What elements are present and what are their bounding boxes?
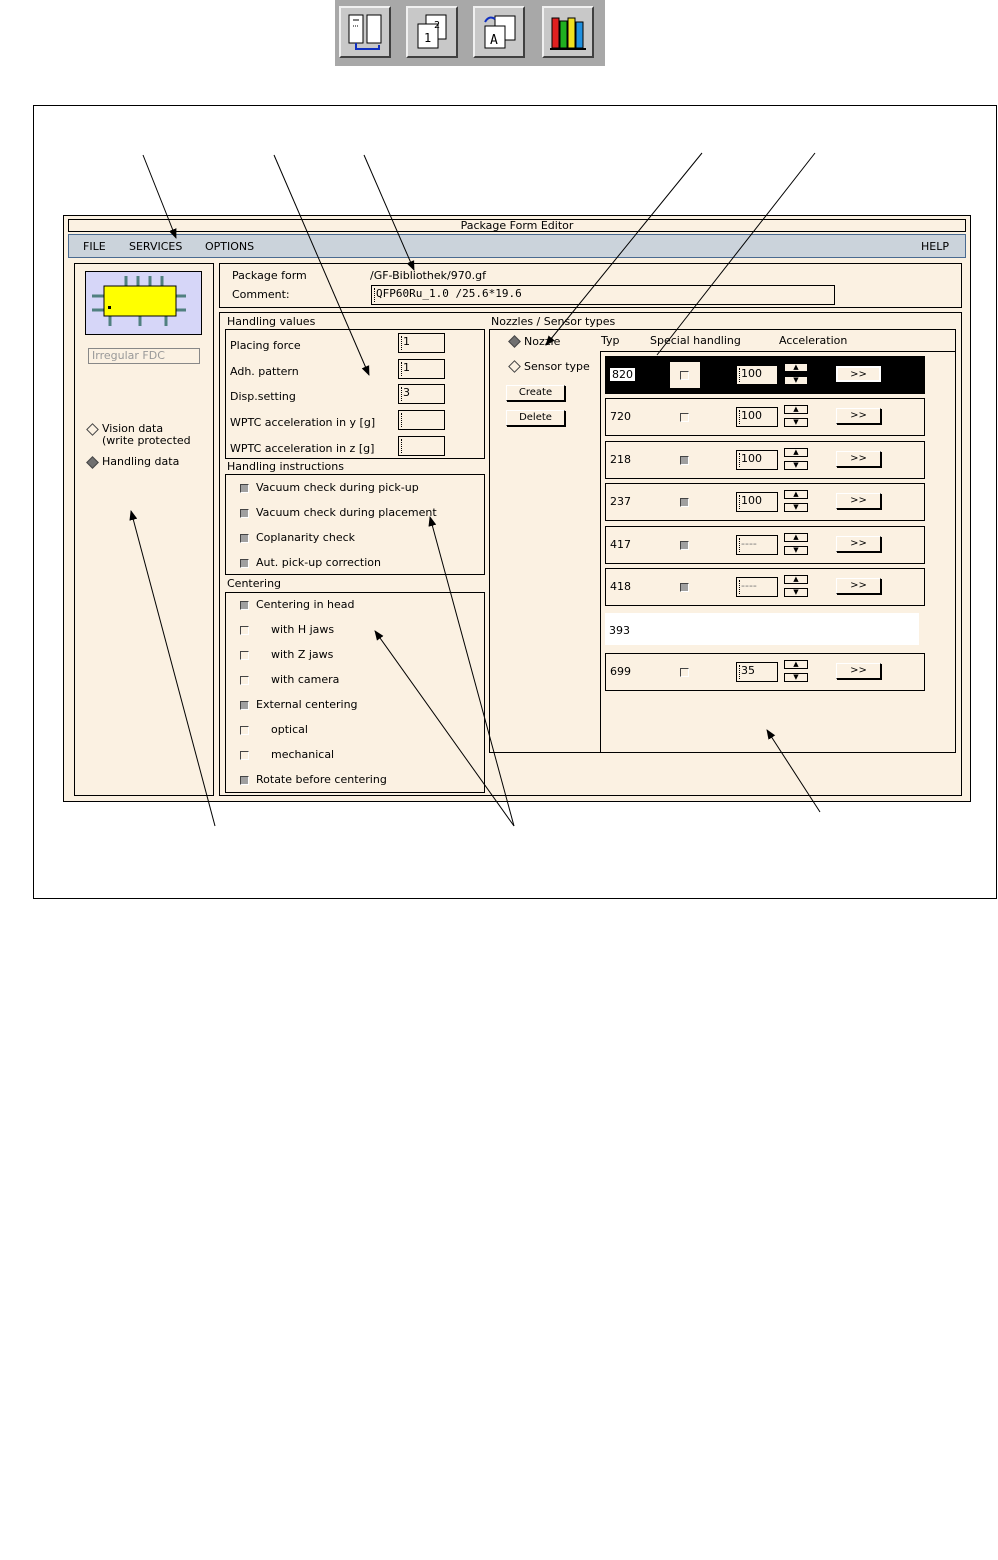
mechanical-label: mechanical	[271, 748, 335, 761]
package-type-field: Irregular FDC	[88, 348, 200, 364]
nozzle-typ: 418	[610, 580, 631, 593]
z-jaws-label: with Z jaws	[271, 648, 334, 661]
coplanarity-label: Coplanarity check	[256, 531, 356, 544]
vision-data-note: (write protected	[102, 434, 191, 447]
menu-file[interactable]: FILE	[83, 240, 106, 253]
window-title: Package Form Editor	[68, 219, 966, 232]
comment-input[interactable]: QFP60Ru_1.0 /25.6*19.6	[371, 285, 835, 305]
h-jaws-label: with H jaws	[271, 623, 335, 636]
details-button[interactable]: >>	[836, 663, 881, 679]
package-form-label: Package form	[232, 269, 307, 282]
col-typ: Typ	[601, 334, 620, 347]
acceleration-down-arrow-icon[interactable]: ▼	[784, 588, 808, 597]
nozzle-typ: 720	[610, 410, 631, 423]
acceleration-down-arrow-icon[interactable]: ▼	[784, 546, 808, 555]
nozzle-typ: 393	[609, 624, 630, 637]
centering-title: Centering	[227, 577, 282, 590]
nozzle-radio-label: Nozzle	[524, 335, 561, 348]
col-acceleration: Acceleration	[779, 334, 848, 347]
acceleration-up-arrow-icon[interactable]: ▲	[784, 660, 808, 669]
callout-package-form	[364, 155, 414, 270]
placing-force-label: Placing force	[230, 339, 301, 352]
menu-services[interactable]: SERVICES	[129, 240, 183, 253]
package-form-value: /GF-Bibliothek/970.gf	[370, 269, 487, 282]
placing-force-input[interactable]: 1	[398, 333, 445, 353]
acceleration-input[interactable]: 100	[736, 365, 778, 385]
vision-data-label: Vision data	[102, 422, 164, 435]
acceleration-up-arrow-icon[interactable]: ▲	[784, 490, 808, 499]
acceleration-input[interactable]: 100	[736, 492, 778, 512]
callout-left-panel	[131, 511, 215, 826]
sensor-type-radio-label: Sensor type	[524, 360, 590, 373]
svg-text:1: 1	[424, 31, 432, 45]
vacuum-placement-label: Vacuum check during placement	[256, 506, 437, 519]
details-button[interactable]: >>	[836, 493, 881, 509]
col-special-handling: Special handling	[650, 334, 741, 347]
menu-help[interactable]: HELP	[921, 240, 949, 253]
callout-typ-column	[657, 153, 815, 355]
handling-data-label: Handling data	[102, 455, 180, 468]
optical-label: optical	[271, 723, 308, 736]
disp-setting-label: Disp.setting	[230, 390, 296, 403]
adh-pattern-label: Adh. pattern	[230, 365, 299, 378]
acceleration-down-arrow-icon[interactable]: ▼	[784, 503, 808, 512]
acceleration-down-arrow-icon[interactable]: ▼	[784, 673, 808, 682]
callout-handling-values	[274, 155, 369, 375]
nozzle-typ: 218	[610, 453, 631, 466]
acceleration-down-arrow-icon[interactable]: ▼	[784, 376, 808, 385]
callout-nozzle-list	[767, 730, 820, 812]
vacuum-pickup-label: Vacuum check during pick-up	[256, 481, 419, 494]
camera-label: with camera	[271, 673, 340, 686]
acceleration-down-arrow-icon[interactable]: ▼	[784, 418, 808, 427]
nozzle-typ: 699	[610, 665, 631, 678]
disp-setting-input[interactable]: 3	[398, 384, 445, 404]
menu-options[interactable]: OPTIONS	[205, 240, 255, 253]
svg-text:2: 2	[434, 20, 441, 31]
create-button[interactable]: Create	[506, 385, 565, 401]
callout-instructions	[430, 517, 514, 826]
acceleration-up-arrow-icon[interactable]: ▲	[784, 533, 808, 542]
details-button[interactable]: >>	[836, 366, 881, 382]
acceleration-up-arrow-icon[interactable]: ▲	[784, 405, 808, 414]
handling-instructions-title: Handling instructions	[227, 460, 344, 473]
nozzles-title: Nozzles / Sensor types	[491, 315, 616, 328]
details-button[interactable]: >>	[836, 451, 881, 467]
nozzle-typ: 820	[612, 368, 633, 381]
details-button[interactable]: >>	[836, 536, 881, 552]
acceleration-down-arrow-icon[interactable]: ▼	[784, 461, 808, 470]
svg-text:A: A	[490, 33, 498, 48]
rotate-before-label: Rotate before centering	[256, 773, 387, 786]
acceleration-input[interactable]: 100	[736, 450, 778, 470]
comment-label: Comment:	[232, 288, 290, 301]
nozzle-typ: 237	[610, 495, 631, 508]
acceleration-input[interactable]: 35	[736, 662, 778, 682]
delete-button[interactable]: Delete	[506, 410, 565, 426]
details-button[interactable]: >>	[836, 408, 881, 424]
pickup-correction-label: Aut. pick-up correction	[256, 556, 381, 569]
acceleration-input[interactable]: ----	[736, 535, 778, 555]
acceleration-up-arrow-icon[interactable]: ▲	[784, 448, 808, 457]
acceleration-up-arrow-icon[interactable]: ▲	[784, 575, 808, 584]
wptc-z-label: WPTC acceleration in z [g]	[230, 442, 375, 455]
adh-pattern-input[interactable]: 1	[398, 359, 445, 379]
callout-menu	[143, 155, 176, 238]
acceleration-input[interactable]: ----	[736, 577, 778, 597]
centering-in-head-label: Centering in head	[256, 598, 355, 611]
callout-nozzle-radio	[546, 153, 702, 345]
handling-values-title: Handling values	[227, 315, 316, 328]
wptc-y-label: WPTC acceleration in y [g]	[230, 416, 376, 429]
acceleration-up-arrow-icon[interactable]: ▲	[784, 363, 808, 372]
details-button[interactable]: >>	[836, 578, 881, 594]
acceleration-input[interactable]: 100	[736, 407, 778, 427]
nozzle-typ: 417	[610, 538, 631, 551]
callout-centering	[375, 631, 514, 826]
external-centering-label: External centering	[256, 698, 358, 711]
